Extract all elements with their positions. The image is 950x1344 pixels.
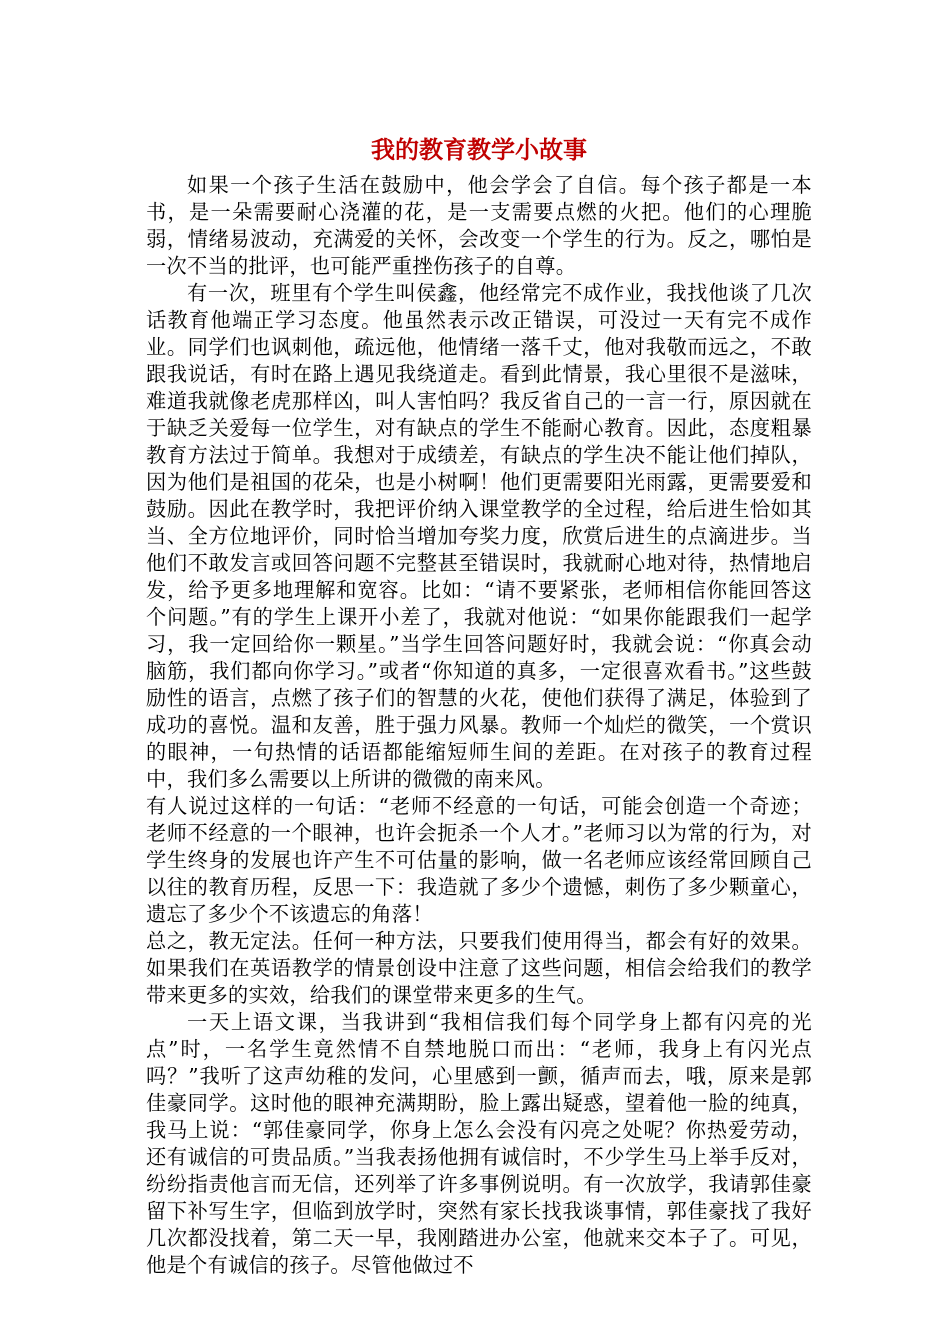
paragraph: 总之，教无定法。任何一种方法，只要我们使用得当，都会有好的效果。如果我们在英语教学的情景创设中注意了这些问题，相信会给我们的教学带来更多的实效，给我们的课堂带来更多的生气。	[146, 929, 812, 1007]
paragraph: 有一次，班里有个学生叫侯鑫，他经常完不成作业，我找他谈了几次话教育他端正学习态度。他虽然表示改正错误，可没过一天有完不成作业。同学们也讽刺他，疏远他，他情绪一落千丈，他对我敬而远之，不敢跟我说话，有时在路上遇见我绕道走。看到此情景，我心里很不是滋味，难道我就像老虎那样凶，叫人害怕吗？我反省自己的一言一行，原因就在于缺乏关爱每一位学生，对有缺点的学生不能耐心教育。因此，态度粗暴教育方法过于简单。我想对于成绩差，有缺点的学生决不能让他们掉队，因为他们是祖国的花朵，也是小树啊！他们更需要阳光雨露，更需要爱和鼓励。因此在教学时，我把评价纳入课堂教学的全过程，给后进生恰如其当、全方位地评价，同时恰当增加夸奖力度，欣赏后进生的点滴进步。当他们不敢发言或回答问题不完整甚至错误时，我就耐心地对待，热情地启发，给予更多地理解和宽容。比如：“请不要紧张，老师相信你能回答这个问题。”有的学生上课开小差了，我就对他说：“如果你能跟我们一起学习，我一定回给你一颗星。”当学生回答问题好时，我就会说：“你真会动脑筋，我们都向你学习。”或者“你知道的真多，一定很喜欢看书。”这些鼓励性的语言，点燃了孩子们的智慧的火花，使他们获得了满足，体验到了成功的喜悦。温和友善，胜于强力风暴。教师一个灿烂的微笑，一个赏识的眼神，一句热情的话语都能缩短师生间的差距。在对孩子的教育过程中，我们多么需要以上所讲的微微的南来风。	[146, 281, 812, 791]
document-title: 我的教育教学小故事	[371, 135, 587, 164]
paragraph: 如果一个孩子生活在鼓励中，他会学会了自信。每个孩子都是一本书，是一朵需要耐心浇灌的花，是一支需要点燃的火把。他们的心理脆弱，情绪易波动，充满爱的关怀，会改变一个学生的行为。反之，哪怕是一次不当的批评，也可能严重挫伤孩子的自尊。	[146, 173, 812, 278]
document-page	[146, 132, 812, 1279]
document-body	[146, 172, 812, 1279]
paragraph: 一天上语文课，当我讲到“我相信我们每个同学身上都有闪亮的光点”时，一名学生竟然情不自禁地脱口而出：“老师，我身上有闪光点吗？”我听了这声幼稚的发问，心里感到一颤，循声而去，哦，原来是郭佳豪同学。这时他的眼神充满期盼，脸上露出疑惑，望着他一脸的纯真，我马上说：“郭佳豪同学，你身上怎么会没有闪亮之处呢？你热爱劳动，还有诚信的可贵品质。”当我表扬他拥有诚信时，不少学生马上举手反对，纷纷指责他言而无信，还列举了许多事例说明。有一次放学，我请郭佳豪留下补写生字，但临到放学时，突然有家长找我谈事情，郭佳豪找了我好几次都没找着，第二天一早，我刚踏进办公室，他就来交本子了。可见，他是个有诚信的孩子。尽管他做过不	[146, 1010, 812, 1277]
paragraph: 有人说过这样的一句话：“老师不经意的一句话，可能会创造一个奇迹；老师不经意的一个眼神，也许会扼杀一个人才。”老师习以为常的行为，对学生终身的发展也许产生不可估量的影响，做一名老师应该经常回顾自己以往的教育历程，反思一下：我造就了多少个遗憾，刺伤了多少颗童心，遗忘了多少个不该遗忘的角落！	[146, 794, 812, 926]
